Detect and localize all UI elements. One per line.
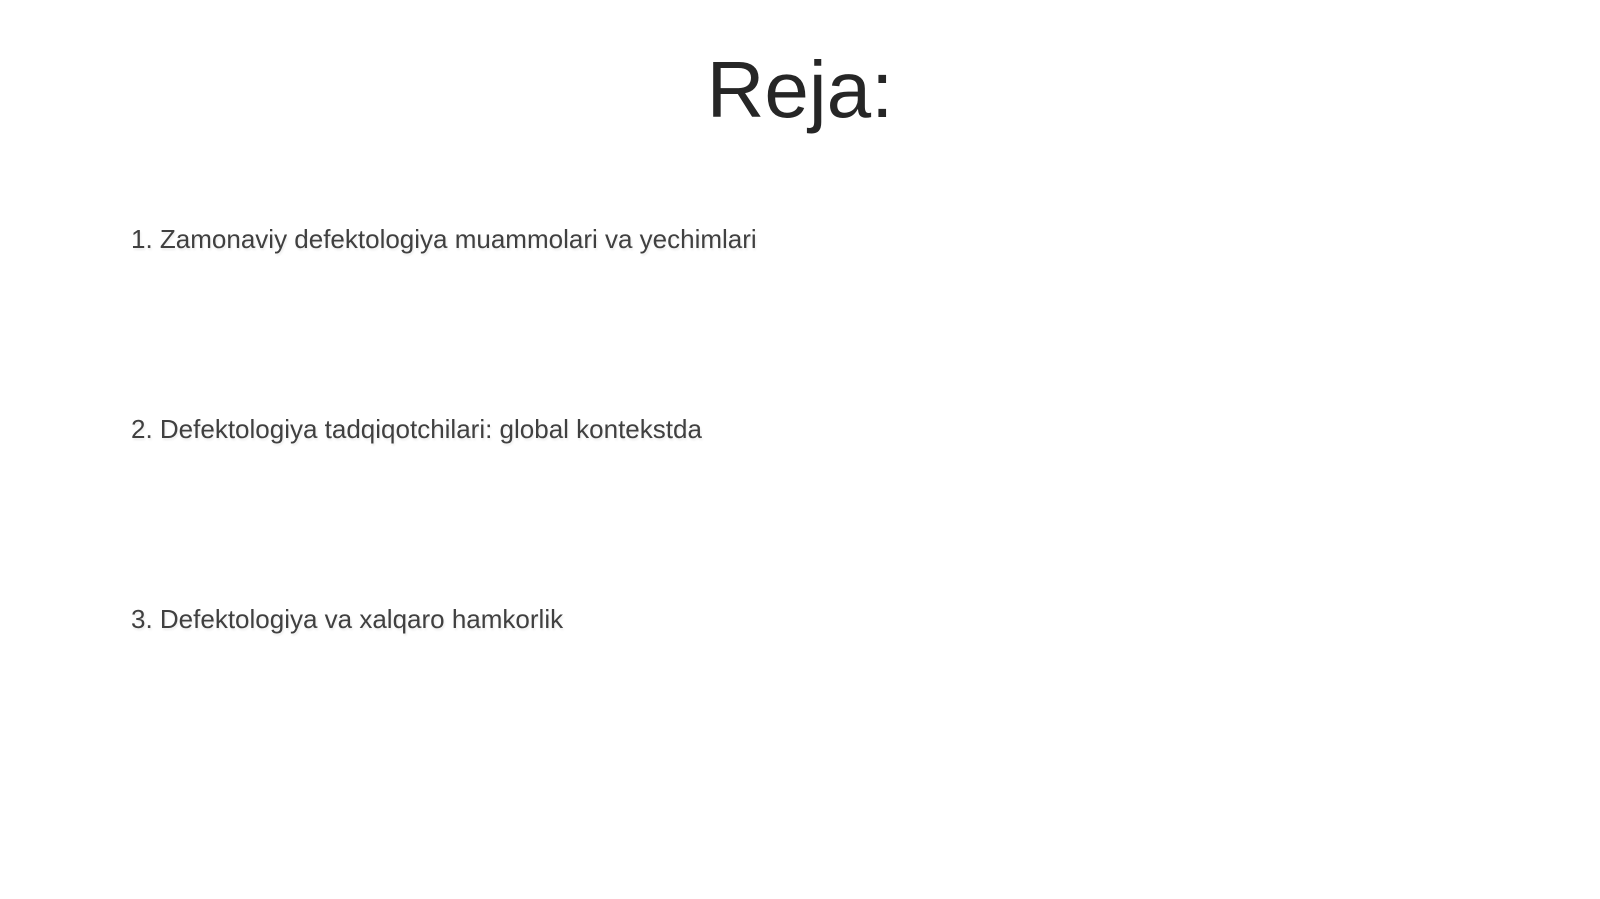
plan-item-3: 3. Defektologiya va xalqaro hamkorlik: [131, 604, 564, 634]
plan-item-2: 2. Defektologiya tadqiqotchilari: global kontekstda: [131, 414, 702, 444]
plan-item-1: 1. Zamonaviy defektologiya muammolari va yechimlari: [131, 224, 757, 254]
slide-title: Reja:: [706, 45, 894, 134]
